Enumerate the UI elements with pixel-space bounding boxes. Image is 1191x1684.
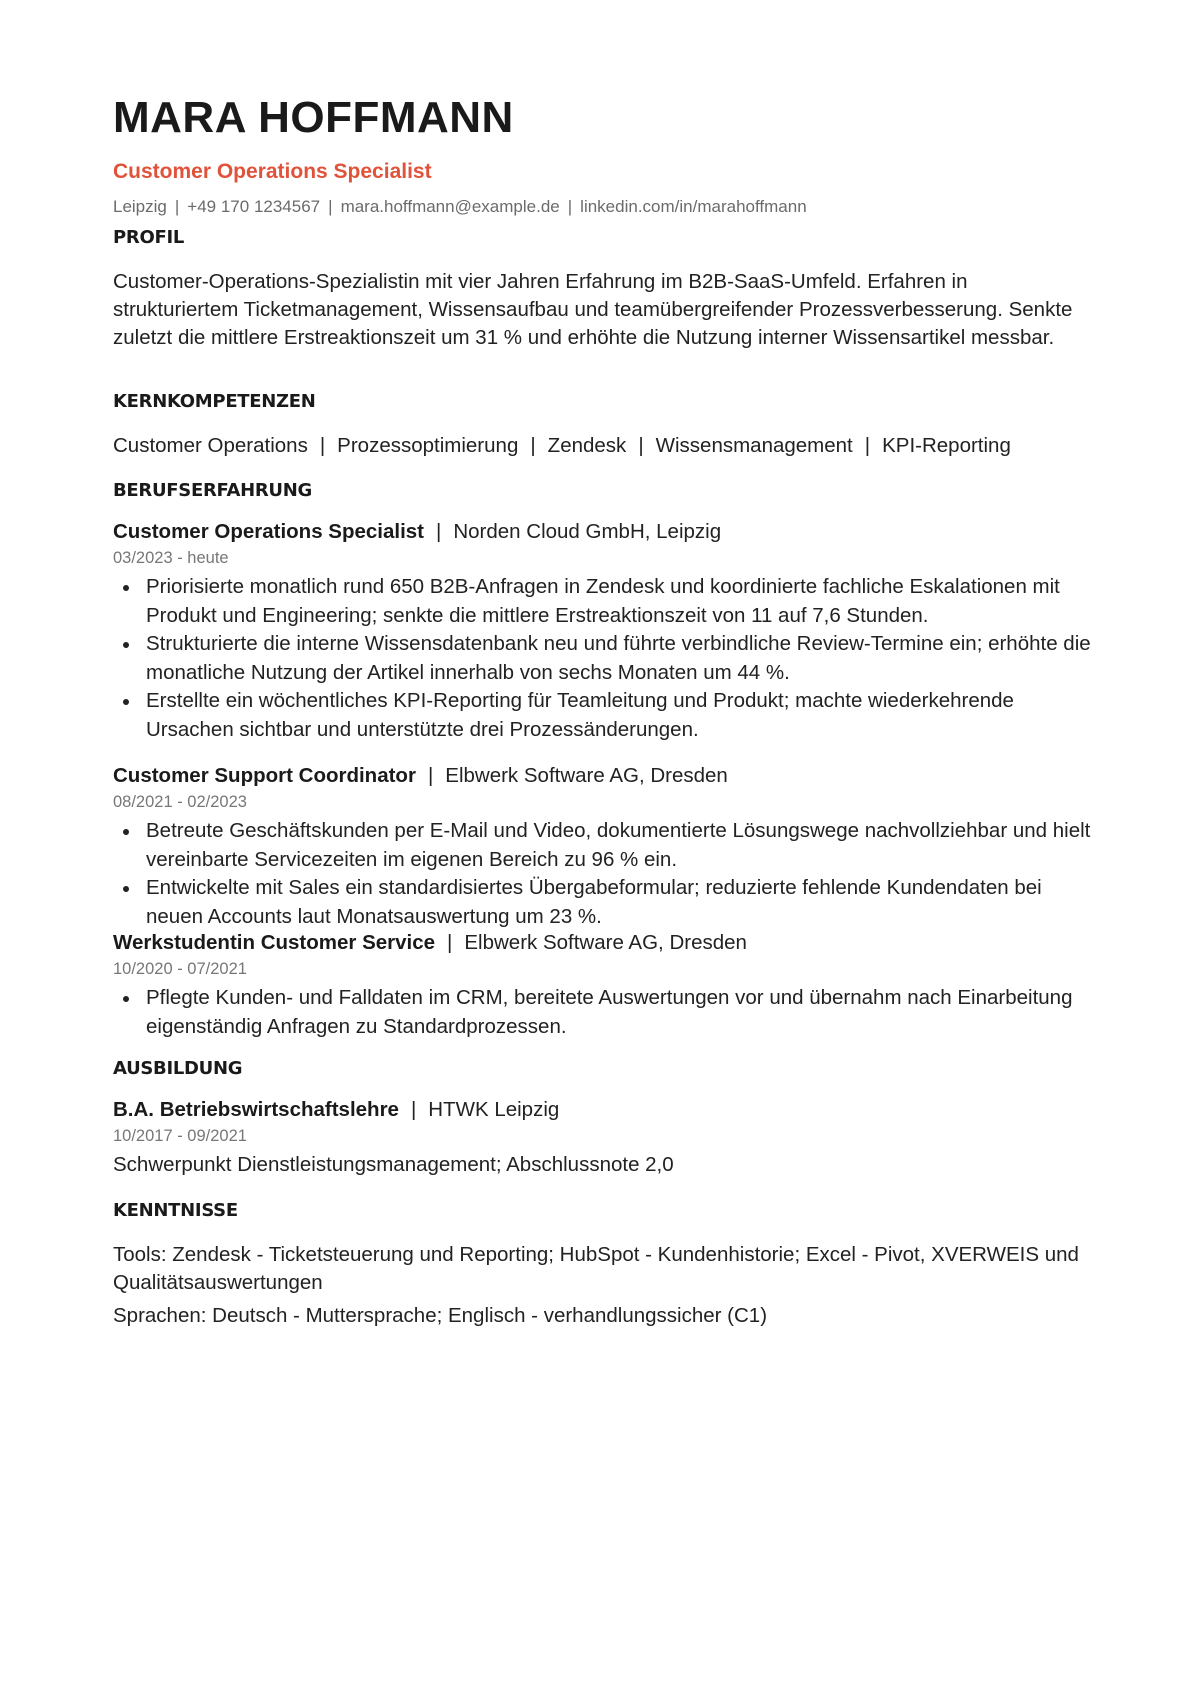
- job-entry: [113, 518, 1093, 744]
- contact-phone: +49 170 1234567: [187, 197, 321, 216]
- skill-separator: |: [864, 434, 871, 457]
- job-header: [113, 762, 1093, 790]
- education-dates: 10/2017 - 09/2021: [113, 1127, 247, 1145]
- contact-separator: |: [174, 197, 180, 216]
- knowledge-tools: Tools: Zendesk - Ticketsteuerung und Reporting; HubSpot - Kundenhistorie; Excel - Pivot, XVERWEIS und Qualitätsauswertungen: [113, 1243, 1079, 1294]
- job-bullets: [113, 817, 1093, 931]
- skill-item: Customer Operations: [113, 434, 308, 457]
- skills-line: [113, 432, 1093, 460]
- job-company: Norden Cloud GmbH, Leipzig: [453, 520, 722, 543]
- section-title-profile: PROFIL: [113, 227, 185, 248]
- job-title: Customer Support Coordinator: [113, 764, 416, 787]
- job-bullet: Entwickelte mit Sales ein standardisiertes Übergabeformular; reduzierte fehlende Kundendaten bei neuen Accounts laut Monatsauswertung um 23 %.: [146, 874, 1093, 931]
- contact-separator: |: [328, 197, 333, 216]
- job-separator: |: [447, 931, 453, 954]
- education-school: HTWK Leipzig: [428, 1098, 560, 1121]
- candidate-role: Customer Operations Specialist: [113, 160, 432, 183]
- contact-city: Leipzig: [113, 197, 167, 216]
- contact-line: [113, 197, 807, 217]
- job-entry: [113, 762, 1093, 931]
- job-bullet: Pflegte Kunden- und Falldaten im CRM, bereitete Auswertungen vor und übernahm nach Einarbeitung eigenständig Anfragen zu Standardprozessen.: [146, 984, 1093, 1041]
- profile-text: Customer-Operations-Spezialistin mit vier Jahren Erfahrung im B2B-SaaS-Umfeld. Erfahren in strukturiertem Ticketmanagement, Wissensaufbau und teamübergreifender Prozessverbesserung. Senkte zuletzt die mittlere Erstreaktionszeit um 31 % und erhöhte die Nutzung interner Wissensartikel messbar.: [113, 270, 1073, 349]
- contact-email[interactable]: mara.hoffmann@example.de: [340, 197, 560, 216]
- section-title-education: AUSBILDUNG: [113, 1058, 243, 1079]
- skill-separator: |: [319, 434, 326, 457]
- experience-section: [113, 480, 1093, 502]
- profile-section: [113, 227, 1093, 352]
- job-bullets: [113, 984, 1093, 1041]
- job-title: Werkstudentin Customer Service: [113, 931, 436, 954]
- job-bullet: Betreute Geschäftskunden per E-Mail und Video, dokumentierte Lösungswege nachvollziehbar und hielt vereinbarte Servicezeiten im eigenen Bereich zu 96 % ein.: [146, 817, 1093, 874]
- section-title-knowledge: KENNTNISSE: [113, 1200, 238, 1221]
- job-header: [113, 518, 1093, 546]
- education-header: [113, 1096, 1093, 1124]
- skill-item: Wissensmanagement: [655, 434, 853, 457]
- skill-separator: |: [638, 434, 644, 457]
- contact-separator: |: [567, 197, 573, 216]
- job-header: [113, 929, 1093, 957]
- job-dates: 03/2023 - heute: [113, 549, 229, 567]
- contact-linkedin[interactable]: linkedin.com/in/marahoffmann: [580, 197, 807, 216]
- job-company: Elbwerk Software AG, Dresden: [464, 931, 747, 954]
- job-bullet: Strukturierte die interne Wissensdatenbank neu und führte verbindliche Review-Termine ein; erhöhte die monatliche Nutzung der Artikel innerhalb von sechs Monaten um 44 %.: [146, 630, 1093, 687]
- skill-item: KPI-Reporting: [882, 434, 1011, 457]
- job-separator: |: [436, 520, 442, 543]
- job-bullet: Erstellte ein wöchentliches KPI-Reporting für Teamleitung und Produkt; machte wiederkehrende Ursachen sichtbar und unterstützte drei Prozessänderungen.: [146, 687, 1093, 744]
- job-dates: 08/2021 - 02/2023: [113, 793, 247, 811]
- job-dates: 10/2020 - 07/2021: [113, 960, 247, 978]
- education-separator: |: [410, 1098, 417, 1121]
- education-degree: B.A. Betriebswirtschaftslehre: [113, 1098, 399, 1121]
- job-company: Elbwerk Software AG, Dresden: [445, 764, 728, 787]
- skill-separator: |: [530, 434, 536, 457]
- section-title-experience: BERUFSERFAHRUNG: [113, 480, 312, 501]
- job-bullet: Priorisierte monatlich rund 650 B2B-Anfragen in Zendesk und koordinierte fachliche Eskalationen mit Produkt und Engineering; senkte die mittlere Erstreaktionszeit von 11 auf 7,6 Stunden.: [146, 573, 1093, 630]
- job-title: Customer Operations Specialist: [113, 520, 425, 543]
- section-title-skills: KERNKOMPETENZEN: [113, 391, 316, 412]
- education-section: [113, 1058, 1093, 1179]
- knowledge-languages: Sprachen: Deutsch - Muttersprache; Englisch - verhandlungssicher (C1): [113, 1304, 768, 1327]
- skill-item: Prozessoptimierung: [337, 434, 519, 457]
- skills-section: [113, 391, 1093, 460]
- education-detail: Schwerpunkt Dienstleistungsmanagement; Abschlussnote 2,0: [113, 1153, 674, 1176]
- skill-item: Zendesk: [547, 434, 627, 457]
- job-entry: [113, 929, 1093, 1041]
- job-bullets: [113, 573, 1093, 744]
- candidate-name: MARA HOFFMANN: [113, 93, 514, 142]
- job-separator: |: [427, 764, 434, 787]
- knowledge-section: [113, 1200, 1093, 1330]
